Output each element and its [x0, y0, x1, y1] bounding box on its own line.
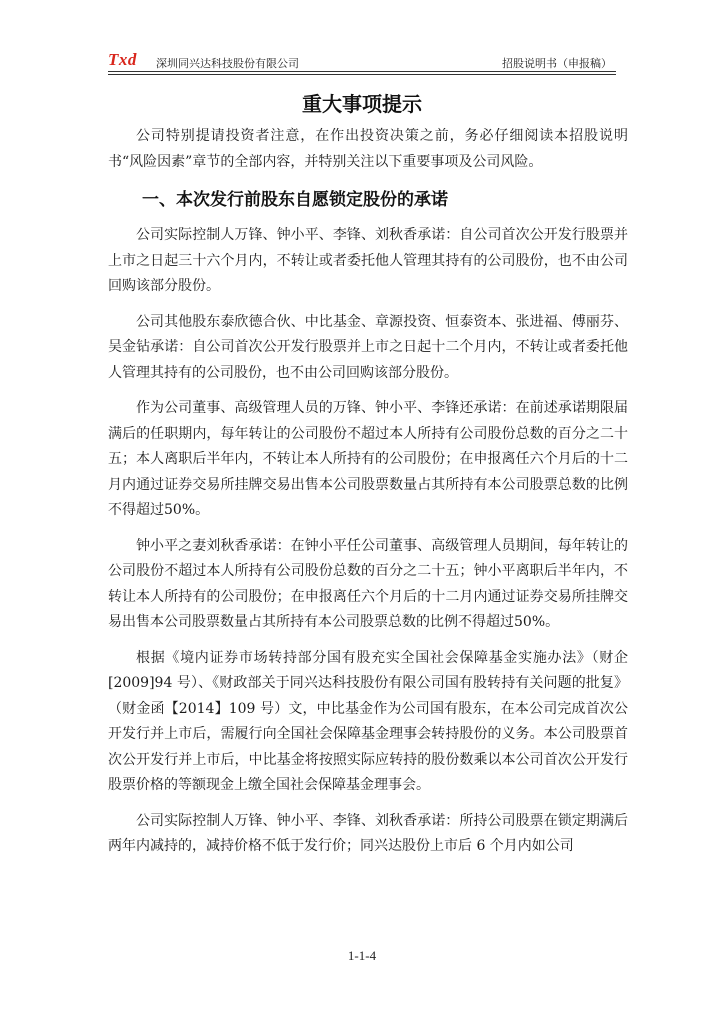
intro-paragraph: 公司特别提请投资者注意，在作出投资决策之前，务必仔细阅读本招股说明书“风险因素”章节的全部内容，并特别关注以下重要事项及公司风险。 [108, 128, 628, 170]
paragraph: 公司实际控制人万锋、钟小平、李锋、刘秋香承诺：所持公司股票在锁定期满后两年内减持的，减持价格不低于发行价；同兴达股份上市后 6 个月内如公司 [108, 812, 628, 854]
paragraph: 公司实际控制人万锋、钟小平、李锋、刘秋香承诺：自公司首次公开发行股票并上市之日起三十六个月内，不转让或者委托他人管理其持有的公司股份，也不由公司回购该部分股份。 [108, 227, 628, 294]
paragraph: 钟小平之妻刘秋香承诺：在钟小平任公司董事、高级管理人员期间，每年转让的公司股份不超过本人所持有公司股份总数的百分之二十五；钟小平离职后半年内，不转让本人所持有的公司股份；在申报离任六个月后的十二月内通过证券交易所挂牌交易出售本公司股票数量占其所持有本公司股票总数的比例不得超过50%。 [108, 537, 628, 630]
page-header [108, 50, 616, 74]
page-title: 重大事项提示 [302, 92, 422, 116]
paragraph: 作为公司董事、高级管理人员的万锋、钟小平、李锋还承诺：在前述承诺期限届满后的任职期内，每年转让的公司股份不超过本人所持有公司股份总数的百分之二十五；本人离职后半年内，不转让本人所持有的公司股份；在申报离任六个月后的十二月内通过证券交易所挂牌交易出售本公司股票数量占其所持有本公司股票总数的比例不得超过50%。 [108, 400, 628, 518]
page-number: 1-1-4 [347, 948, 377, 963]
section-heading: 一、本次发行前股东自愿锁定股份的承诺 [142, 190, 448, 210]
header-rule [108, 71, 616, 72]
paragraph: 根据《境内证券市场转持部分国有股充实全国社会保障基金实施办法》（财企[2009]94 号）、《财政部关于同兴达科技股份有限公司国有股转持有关问题的批复》（财金函【2014】109 号）文，中比基金作为公司国有股东，在本公司完成首次公开发行并上市后，需履行向全国社会保障基金理事会转持股份的义务。本公司股票首次公开发行并上市后，中比基金将按照实际应转持的股份数乘以本公司首次公开发行股票价格的等额现金上缴全国社会保障基金理事会。 [108, 649, 628, 793]
company-logo: Txd [108, 50, 137, 69]
header-document-type: 招股说明书（申报稿） [502, 57, 612, 70]
document-body [108, 124, 628, 870]
header-company-name: 深圳同兴达科技股份有限公司 [156, 57, 299, 70]
header-rule-double [108, 74, 616, 75]
paragraph: 公司其他股东泰欣德合伙、中比基金、章源投资、恒泰资本、张进福、傅丽芬、吴金钻承诺：自公司首次公开发行股票并上市之日起十二个月内，不转让或者委托他人管理其持有的公司股份，也不由公司回购该部分股份。 [108, 313, 628, 381]
